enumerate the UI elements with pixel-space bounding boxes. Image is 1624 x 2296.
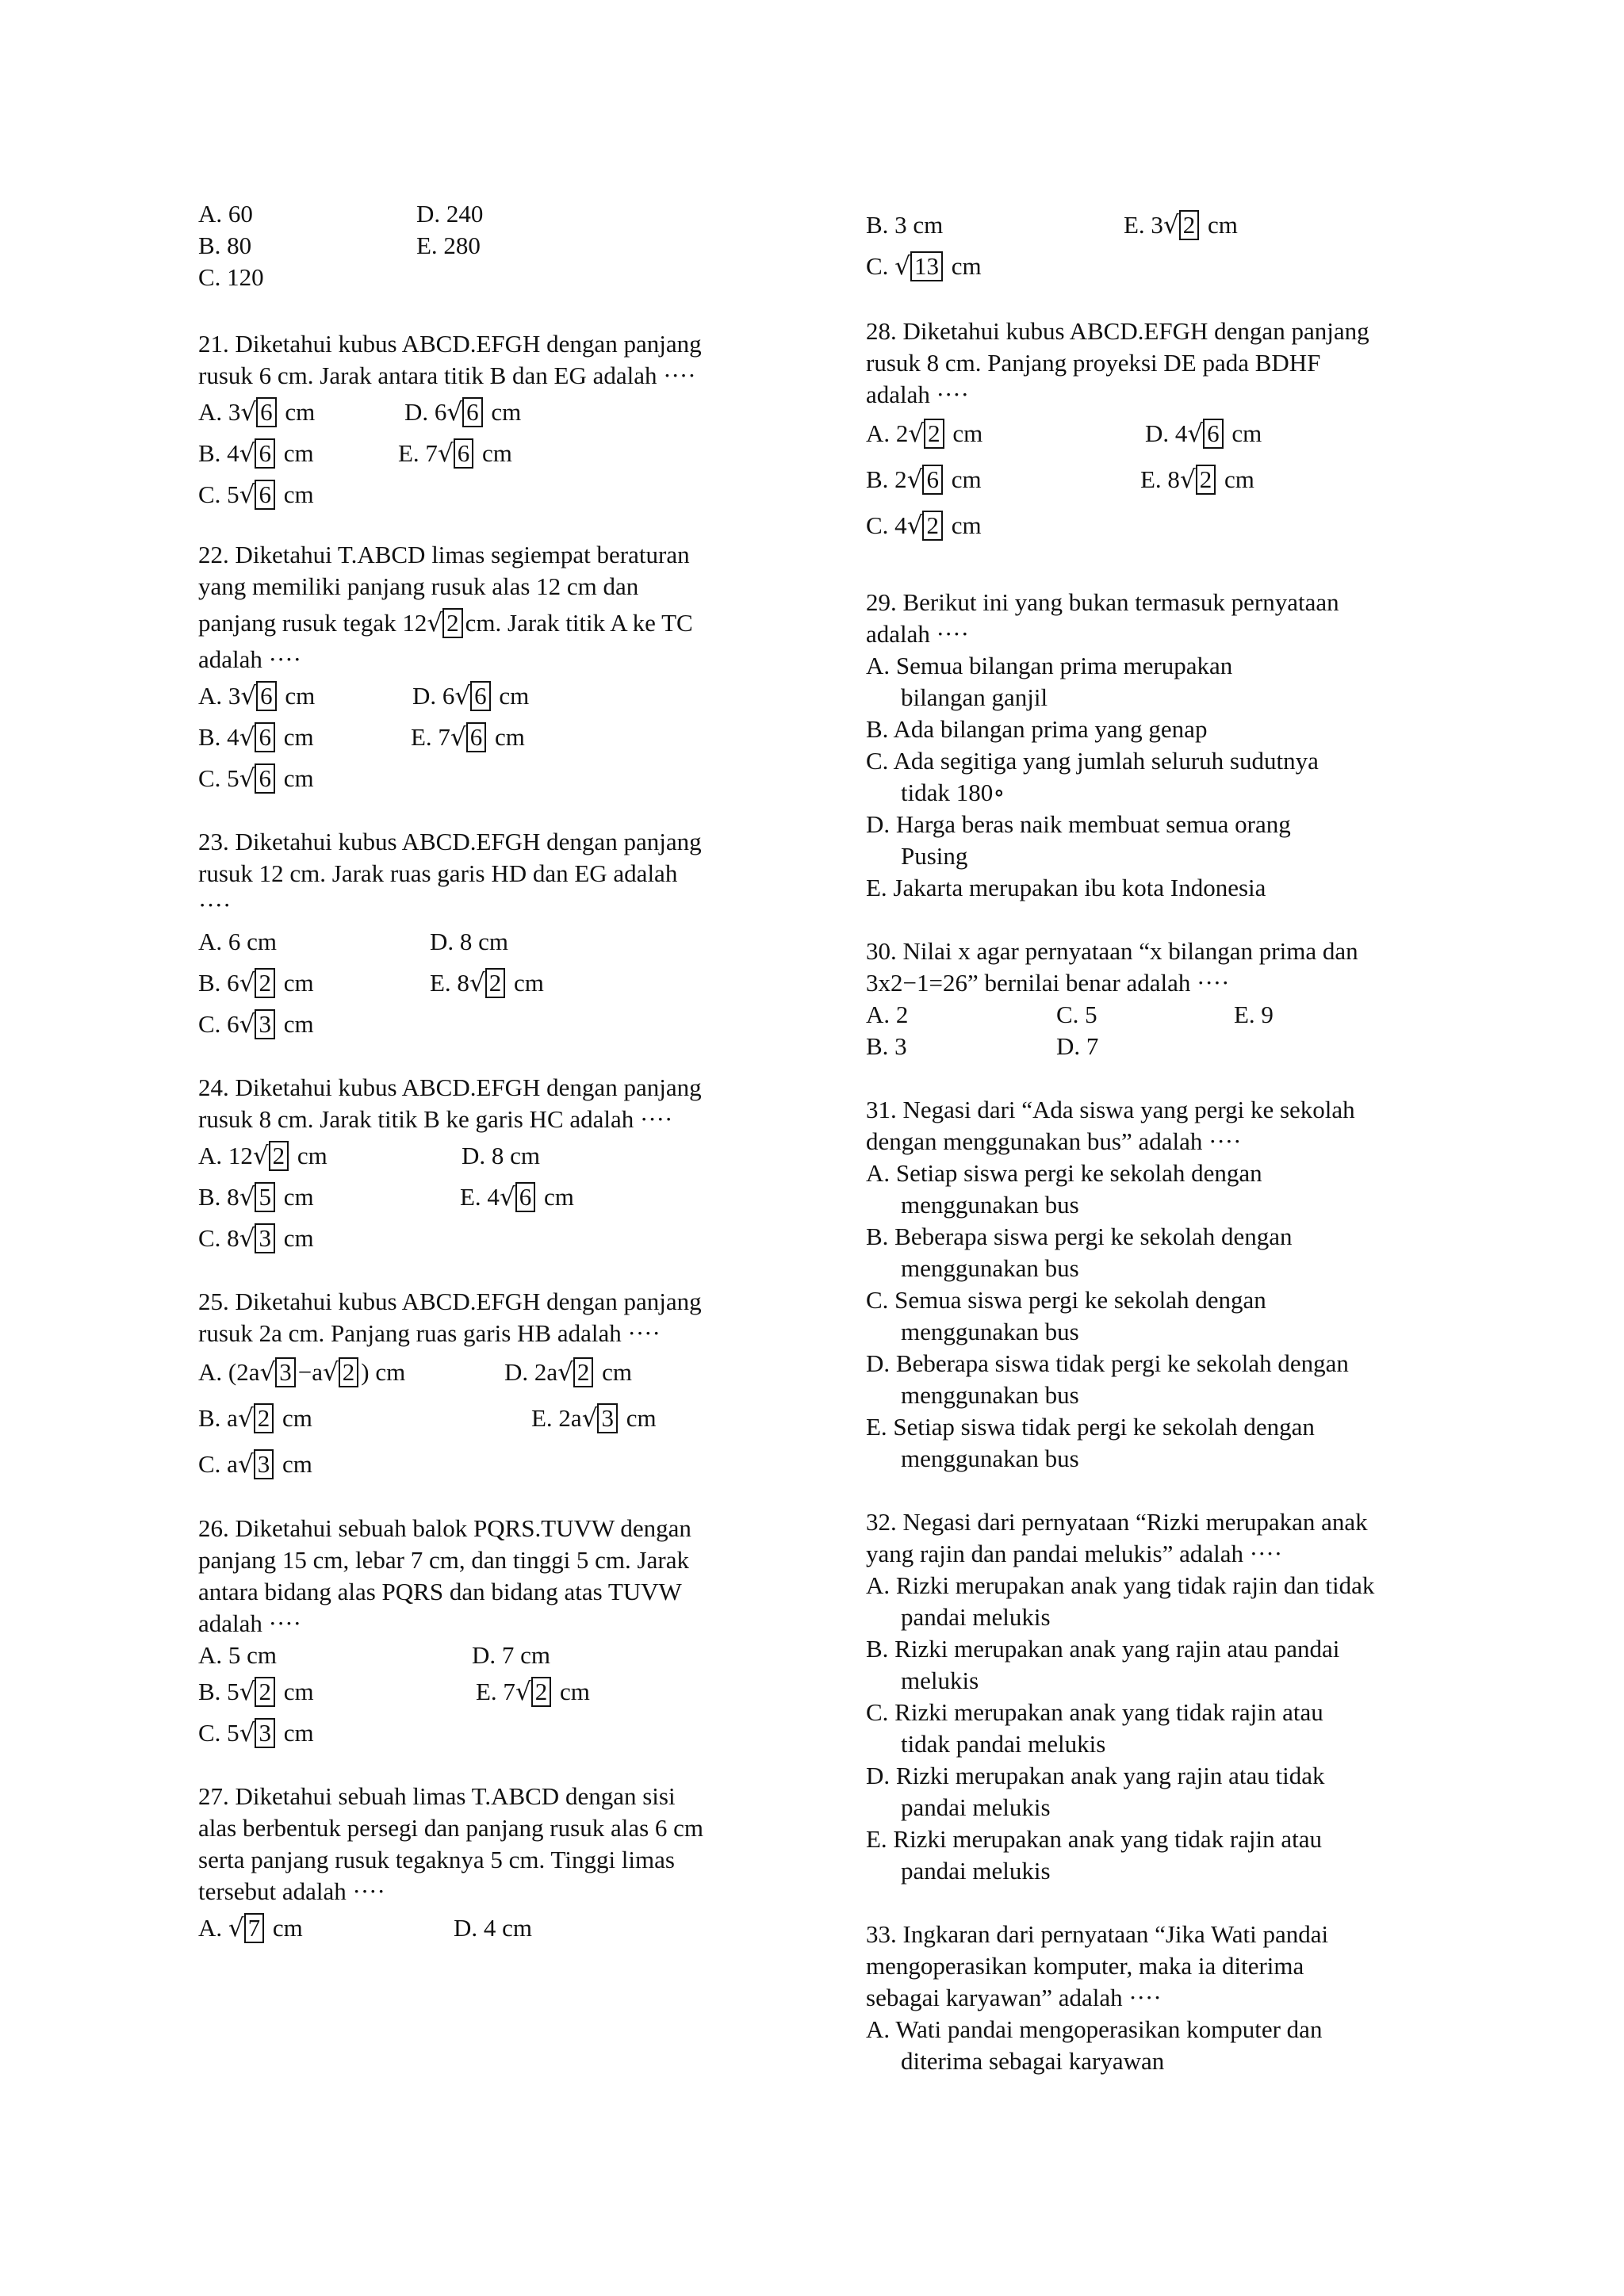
radicand-box: 3 [255,1009,275,1039]
option-a: A. 60 [198,200,253,228]
option-unit: cm [276,1450,312,1478]
option-d: D. Rizki merupakan anak yang rajin atau tidak [866,1762,1325,1789]
sqrt-symbol: √ [239,1183,255,1211]
option-unit: cm [488,723,525,751]
question-text: 25. Diketahui kubus ABCD.EFGH dengan panjang [198,1288,702,1315]
text-segment: −a [297,1358,323,1386]
option-b: B. Rizki merupakan anak yang rajin atau pandai [866,1635,1340,1663]
option-continuation: tidak 180∘ [901,779,1005,806]
sqrt-symbol: √ [323,1358,339,1387]
radicand-box: 6 [470,681,491,711]
option-continuation: melukis [901,1667,979,1694]
option-row [866,411,1469,457]
option-row [198,758,785,799]
sqrt-symbol: √ [450,723,466,752]
option-row [198,1135,785,1177]
option-prefix: D. 4 [1145,419,1188,447]
radicand-box: 2 [254,1403,274,1433]
option-prefix: B. a [198,1404,238,1432]
option-prefix: B. 2 [866,465,907,493]
option-c [198,1441,312,1487]
radicand-box: 2 [922,511,943,541]
option-unit: cm [553,1678,590,1705]
question-text: 26. Diketahui sebuah balok PQRS.TUVW dengan [198,1514,691,1542]
option-prefix: A. (2a [198,1358,260,1386]
option-row [198,962,785,1004]
option-a [198,1349,504,1395]
question-text: 24. Diketahui kubus ABCD.EFGH dengan panjang [198,1073,702,1101]
option-continuation: pandai melukis [901,1793,1051,1821]
option-a: A. Setiap siswa pergi ke sekolah dengan [866,1159,1262,1187]
question-text: serta panjang rusuk tegaknya 5 cm. Tinggi limas [198,1846,675,1873]
option-row [198,1349,785,1395]
option-d: D. 4 cm [454,1914,533,1942]
option-b: B. Beberapa siswa pergi ke sekolah dengan [866,1223,1293,1250]
option-grid [866,999,1469,1062]
option-a: A. Wati pandai mengoperasikan komputer dan [866,2015,1323,2043]
option-unit: cm [278,682,316,710]
option-unit: cm [291,1142,327,1169]
question-text: 27. Diketahui sebuah limas T.ABCD dengan sisi [198,1782,676,1810]
radicand-box: 2 [485,968,506,998]
option-d: D. 8 cm [462,1142,541,1169]
question-text: rusuk 2a cm. Panjang ruas garis HB adalah ···· [198,1319,661,1347]
radicand-box: 6 [256,397,277,427]
option-d: D. 240 [416,200,484,228]
q20-options [198,198,785,293]
question-text: adalah ···· [198,645,301,673]
option-row [198,1395,785,1441]
radicand-box: 6 [255,480,275,510]
option-c [866,246,982,287]
sqrt-symbol: √ [240,398,257,427]
option-unit: ) cm [361,1358,406,1386]
question-27 [198,1781,785,1949]
radicand-box: 6 [454,438,474,469]
radicand-box: 6 [462,397,483,427]
option-e [411,717,525,758]
option-c [198,1004,314,1045]
option-unit: cm [278,398,316,426]
option-row [866,457,1469,503]
sqrt-symbol: √ [906,465,923,494]
option-continuation: Pusing [901,842,968,870]
question-text: yang memiliki panjang rusuk alas 12 cm dan [198,572,639,600]
sqrt-symbol: √ [454,682,471,710]
radicand-box: 3 [255,1223,275,1253]
radicand-box: 2 [255,1677,275,1707]
question-text: adalah ···· [198,1609,301,1637]
option-prefix: C. 4 [866,511,907,539]
sqrt-symbol: √ [894,252,910,281]
option-prefix: A. 2 [866,419,909,447]
option-continuation: pandai melukis [901,1857,1051,1885]
option-unit: cm [1218,465,1254,493]
option-unit: cm [277,764,314,792]
sqrt-symbol: √ [557,1358,573,1387]
option-e [398,433,512,474]
option-row [198,921,785,962]
option-unit: cm [619,1404,657,1432]
option-prefix: E. 7 [476,1678,515,1705]
radicand-box: 2 [442,608,463,638]
question-text: mengoperasikan komputer, maka ia diterima [866,1952,1304,1980]
option-b: B. Ada bilangan prima yang genap [866,715,1208,743]
option-e [1140,457,1254,503]
sqrt-symbol: √ [237,1404,254,1433]
sqrt-symbol: √ [908,419,925,448]
option-prefix: A. 3 [198,398,241,426]
radicand-box: 2 [1196,465,1216,495]
option-continuation: menggunakan bus [901,1381,1079,1409]
question-22 [198,539,785,799]
option-row [198,675,785,717]
question-text: yang rajin dan pandai melukis” adalah ···· [866,1540,1283,1567]
sqrt-symbol: √ [581,1404,598,1433]
radicand-box: 2 [1179,210,1200,240]
option-unit: cm [492,682,530,710]
option-c: C. 5 [1056,1001,1097,1028]
question-text: 22. Diketahui T.ABCD limas segiempat beraturan [198,541,690,568]
sqrt-symbol: √ [239,723,255,752]
question-text: alas berbentuk persegi dan panjang rusuk alas 6 cm [198,1814,704,1842]
option-a: A. Semua bilangan prima merupakan [866,652,1233,679]
question-text: adalah ···· [866,620,969,648]
option-prefix: A. [198,1914,228,1942]
option-a: A. 2 [866,1001,909,1028]
option-row [198,1908,785,1949]
option-unit: cm [277,1678,314,1705]
option-prefix: C. a [198,1450,238,1478]
option-prefix: E. 3 [1124,211,1163,239]
option-continuation: bilangan ganjil [901,683,1048,711]
option-prefix: C. 5 [198,764,239,792]
option-c: C. Semua siswa pergi ke sekolah dengan [866,1286,1266,1314]
sqrt-symbol: √ [239,1224,255,1253]
question-text: 23. Diketahui kubus ABCD.EFGH dengan panjang [198,828,702,855]
sqrt-symbol: √ [1187,419,1204,448]
sqrt-symbol: √ [239,969,255,997]
option-b [198,1177,460,1218]
option-row [198,433,785,474]
option-b [198,1395,531,1441]
sqrt-symbol: √ [437,439,454,468]
option-prefix: C. 8 [198,1224,239,1252]
sqrt-symbol: √ [1162,211,1179,239]
option-continuation: menggunakan bus [901,1445,1079,1472]
radicand-box: 3 [254,1449,274,1479]
option-continuation: diterima sebagai karyawan [901,2047,1165,2075]
question-text [198,603,785,644]
option-a: A. Rizki merupakan anak yang tidak rajin dan tidak [866,1571,1375,1599]
question-26 [198,1513,785,1754]
radicand-box: 6 [466,722,487,752]
radicand-box: 6 [255,722,275,752]
question-text: rusuk 6 cm. Jarak antara titik B dan EG adalah ···· [198,362,696,389]
question-28 [866,316,1469,549]
option-c [198,1712,314,1754]
radicand-box: 2 [531,1677,552,1707]
option-unit: cm [946,419,983,447]
question-25 [198,1286,785,1487]
sqrt-symbol: √ [469,969,485,997]
question-text: tersebut adalah ···· [198,1877,385,1905]
option-continuation: menggunakan bus [901,1318,1079,1345]
option-unit: cm [476,439,512,467]
option-b [198,962,430,1004]
option-prefix: E. 8 [1140,465,1180,493]
option-prefix: E. 8 [430,969,469,997]
option-prefix: E. 2a [531,1404,582,1432]
text-segment: cm. Jarak titik A ke TC [465,609,693,637]
option-unit: cm [538,1183,574,1211]
option-unit: cm [277,439,314,467]
option-unit: cm [944,465,982,493]
option-unit: cm [277,1183,314,1211]
question-24 [198,1072,785,1259]
question-text: adalah ···· [866,381,969,408]
radicand-box: 6 [922,465,943,495]
option-e [1124,205,1238,246]
option-continuation: menggunakan bus [901,1191,1079,1219]
radicand-box: 6 [1203,419,1224,449]
sqrt-symbol: √ [237,1450,254,1479]
question-text: 28. Diketahui kubus ABCD.EFGH dengan panjang [866,317,1369,345]
option-a: A. 5 cm [198,1641,278,1669]
option-unit: cm [277,1224,314,1252]
question-text: rusuk 8 cm. Panjang proyeksi DE pada BDHF [866,349,1321,377]
option-e: E. 9 [1234,1001,1274,1028]
option-row [198,1004,785,1045]
option-row [198,1177,785,1218]
option-unit: cm [1225,419,1262,447]
option-unit: cm [277,480,314,508]
sqrt-symbol: √ [228,1914,244,1942]
sqrt-symbol: √ [239,480,255,509]
option-unit: cm [508,969,544,997]
option-d: D. 8 cm [430,928,509,955]
option-row [866,503,1469,549]
option-e [531,1395,657,1441]
left-column [198,198,785,1949]
option-b [198,433,398,474]
sqrt-symbol: √ [1179,465,1196,494]
option-unit: cm [266,1914,303,1942]
option-b: B. 80 [198,232,252,259]
option-prefix: B. 5 [198,1678,239,1705]
sqrt-symbol: √ [515,1678,531,1706]
radicand-box: 3 [255,1718,275,1748]
option-c: C. Rizki merupakan anak yang tidak rajin atau [866,1698,1323,1726]
option-unit: cm [944,511,982,539]
option-prefix: A. 12 [198,1142,253,1169]
option-prefix: C. 5 [198,480,239,508]
sqrt-symbol: √ [239,1010,255,1039]
option-d: D. Beberapa siswa tidak pergi ke sekolah dengan [866,1349,1349,1377]
question-29 [866,587,1469,904]
option-e: E. Jakarta merupakan ibu kota Indonesia [866,874,1266,901]
radicand-box: 5 [255,1182,275,1212]
option-row [198,1712,785,1754]
question-31 [866,1094,1469,1475]
option-d [1145,411,1262,457]
option-row [866,205,1469,246]
sqrt-symbol: √ [259,1358,276,1387]
radicand-box: 3 [275,1357,296,1387]
option-unit: cm [596,1358,633,1386]
option-a [866,411,1145,457]
option-continuation: tidak pandai melukis [901,1730,1106,1758]
question-30 [866,936,1469,1062]
radicand-box: 2 [269,1141,289,1171]
sqrt-symbol: √ [252,1142,269,1170]
option-e: E. Setiap siswa tidak pergi ke sekolah dengan [866,1413,1315,1441]
option-prefix: B. 8 [198,1183,239,1211]
sqrt-symbol: √ [499,1183,515,1211]
sqrt-symbol: √ [239,1719,255,1747]
question-text: 29. Berikut ini yang bukan termasuk pernyataan [866,588,1339,616]
text-segment: panjang rusuk tegak 12 [198,609,427,637]
option-prefix: E. 7 [398,439,438,467]
option-b: B. 3 cm [866,211,944,239]
sqrt-symbol: √ [906,511,923,540]
option-b [198,717,411,758]
option-unit: cm [277,1719,314,1747]
option-d [504,1349,632,1395]
option-d [412,675,529,717]
question-text: dengan menggunakan bus” adalah ···· [866,1127,1242,1155]
option-unit: cm [277,723,314,751]
radicand-box: 2 [255,968,275,998]
option-row [198,1218,785,1259]
question-text: 32. Negasi dari pernyataan “Rizki merupakan anak [866,1508,1368,1536]
sqrt-symbol: √ [239,764,255,793]
option-unit: cm [944,252,982,280]
option-b: B. 3 [866,1032,907,1060]
option-e [476,1671,590,1712]
sqrt-symbol: √ [240,682,257,710]
option-prefix: B. 4 [198,439,239,467]
option-e [460,1177,574,1218]
question-text: 33. Ingkaran dari pernyataan “Jika Wati pandai [866,1920,1329,1948]
option-unit: cm [277,1010,314,1038]
question-text: 30. Nilai x agar pernyataan “x bilangan prima dan [866,937,1358,965]
sqrt-symbol: √ [239,1678,255,1706]
sqrt-symbol: √ [427,609,443,637]
option-c [198,758,314,799]
option-a [198,675,412,717]
option-d: D. Harga beras naik membuat semua orang [866,810,1291,838]
option-a [198,392,404,433]
option-b [198,1671,476,1712]
question-text: ···· [198,891,232,919]
radicand-box: 7 [244,1913,265,1943]
option-c [866,503,982,549]
question-32 [866,1506,1469,1887]
option-c [198,474,314,515]
option-d [404,392,521,433]
radicand-box: 2 [573,1357,594,1387]
question-33 [866,1919,1469,2077]
question-21 [198,328,785,515]
radicand-box: 6 [515,1182,536,1212]
question-text: rusuk 8 cm. Jarak titik B ke garis HC adalah ···· [198,1105,673,1133]
option-unit: cm [276,1404,312,1432]
option-prefix: D. 6 [404,398,447,426]
radicand-box: 6 [255,438,275,469]
option-prefix: D. 2a [504,1358,558,1386]
radicand-box: 6 [256,681,277,711]
option-continuation: pandai melukis [901,1603,1051,1631]
option-row [198,1671,785,1712]
radicand-box: 3 [597,1403,618,1433]
radicand-box: 2 [924,419,944,449]
option-e: E. 280 [416,232,481,259]
question-text: rusuk 12 cm. Jarak ruas garis HD dan EG adalah [198,859,678,887]
question-text: 31. Negasi dari “Ada siswa yang pergi ke sekolah [866,1096,1355,1123]
option-b [866,457,1140,503]
option-d: D. 7 [1056,1032,1099,1060]
option-prefix: E. 7 [411,723,450,751]
option-unit: cm [277,969,314,997]
option-row [866,246,1469,287]
option-unit: cm [1201,211,1238,239]
radicand-box: 2 [339,1357,359,1387]
option-prefix: B. 6 [198,969,239,997]
question-text: panjang 15 cm, lebar 7 cm, dan tinggi 5 cm. Jarak [198,1546,689,1574]
option-prefix: C. [866,252,895,280]
option-c: C. Ada segitiga yang jumlah seluruh sudutnya [866,747,1319,775]
sqrt-symbol: √ [446,398,463,427]
radicand-box: 6 [255,763,275,794]
option-prefix: C. 5 [198,1719,239,1747]
option-continuation: menggunakan bus [901,1254,1079,1282]
option-row [198,1441,785,1487]
option-a [198,1135,462,1177]
option-c: C. 120 [198,263,264,291]
question-text: antara bidang alas PQRS dan bidang atas TUVW [198,1578,682,1605]
option-prefix: C. 6 [198,1010,239,1038]
option-e [430,962,544,1004]
option-prefix: B. 4 [198,723,239,751]
question-text: 21. Diketahui kubus ABCD.EFGH dengan panjang [198,330,702,358]
question-23 [198,826,785,1045]
option-row [198,392,785,433]
option-e: E. Rizki merupakan anak yang tidak rajin atau [866,1825,1323,1853]
option-prefix: E. 4 [460,1183,500,1211]
option-row [198,474,785,515]
question-text: 3x2−1=26” bernilai benar adalah ···· [866,969,1230,997]
question-text: sebagai karyawan” adalah ···· [866,1984,1162,2011]
option-row [198,1640,785,1671]
option-c [198,1218,314,1259]
option-prefix: D. 6 [412,682,455,710]
right-column [866,205,1469,2077]
option-prefix: A. 3 [198,682,241,710]
sqrt-symbol: √ [239,439,255,468]
option-a: A. 6 cm [198,928,278,955]
option-a [198,1908,454,1949]
option-d: D. 7 cm [472,1641,551,1669]
radicand-box: 13 [910,251,943,281]
option-unit: cm [485,398,522,426]
option-row [198,717,785,758]
